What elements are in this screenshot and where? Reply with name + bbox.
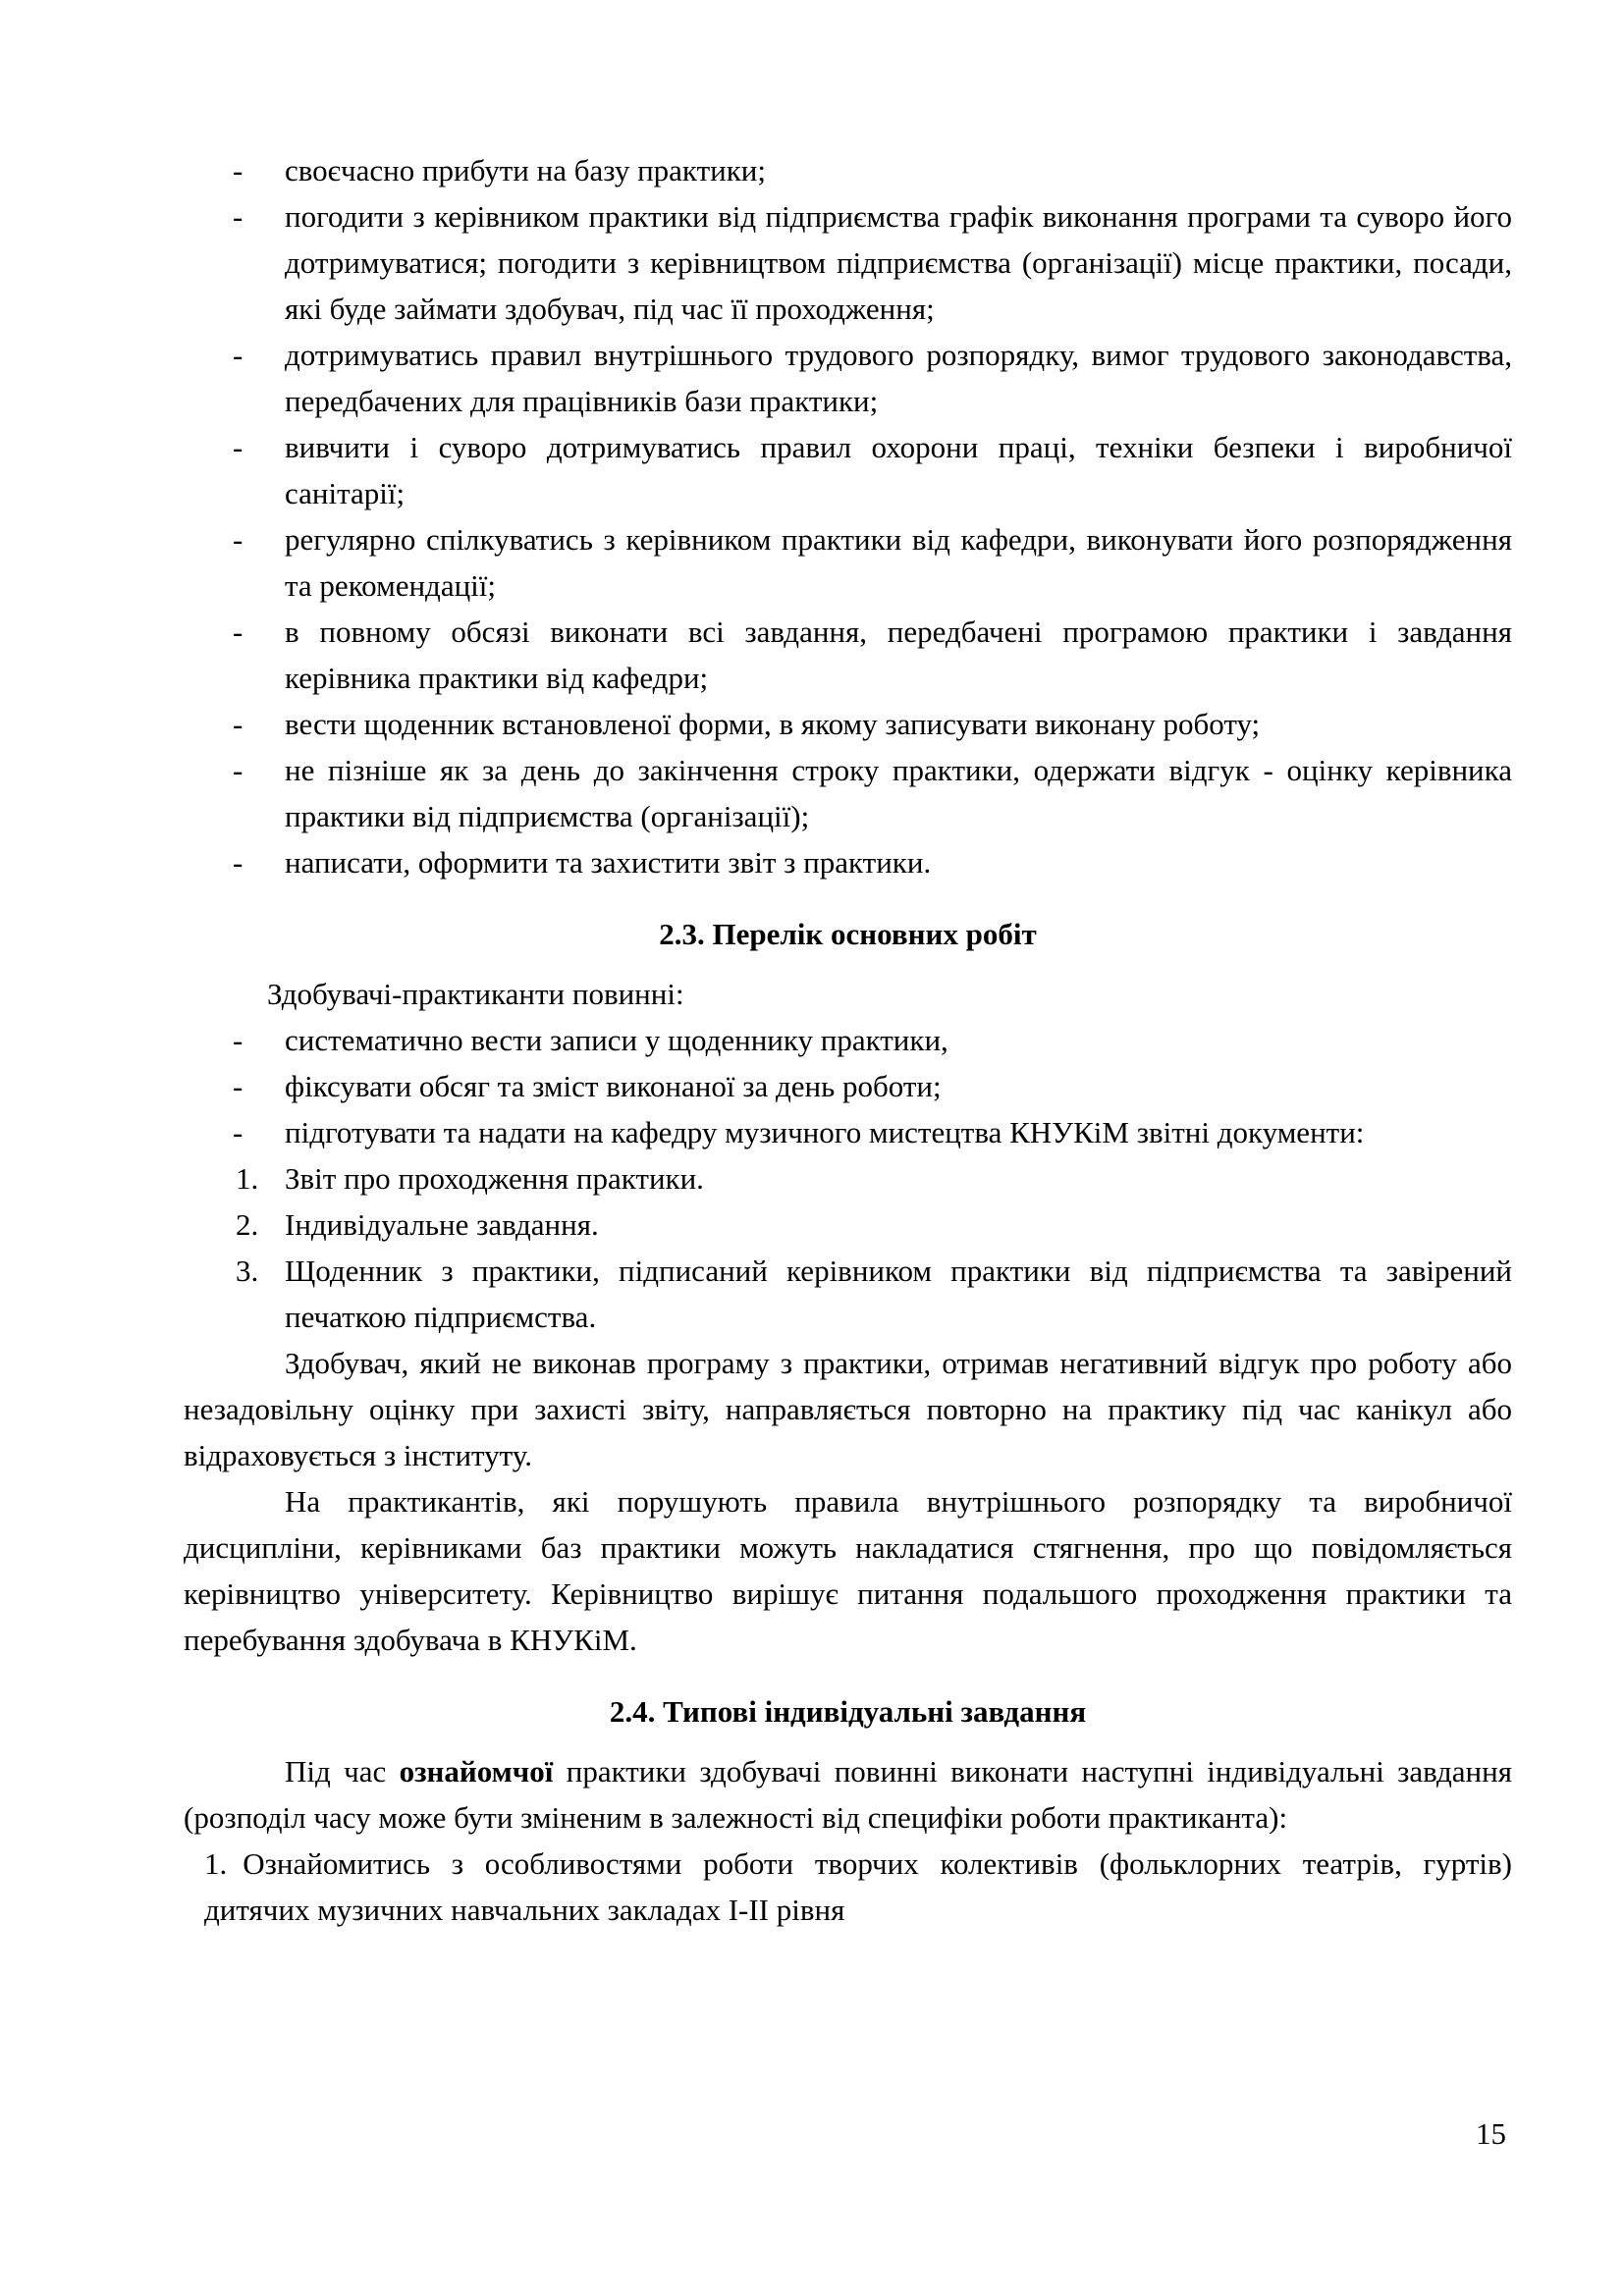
text-block: [184, 147, 1512, 1933]
list-item-text: в повному обсязі виконати всі завдання, передбачені програмою практики і завдання керівника практики від кафедри;: [285, 614, 1512, 695]
bullet-marker: -: [233, 614, 244, 649]
section-heading-2-4: 2.4. Типові індивідуальні завдання: [609, 1694, 1087, 1729]
paragraph-text: практики здобувачі повинні виконати наступні індивідуальні завдання (розподіл часу може бути зміненим в залежності від специфіки роботи практиканта):: [184, 1754, 1512, 1835]
bullet-marker: -: [233, 753, 244, 787]
paragraph-text: Під час: [285, 1754, 400, 1789]
list-number: 3.: [236, 1254, 259, 1288]
list-item: [184, 332, 1512, 424]
list-number: 1.: [204, 1846, 228, 1881]
list-item-text: не пізніше як за день до закінчення строку практики, одержати відгук - оцінку керівника практики від підприємства (організації);: [285, 753, 1512, 833]
numbered-item-text: Щоденник з практики, підписаний керівником практики від підприємства та завірений печаткою підприємства.: [285, 1254, 1512, 1334]
intro-paragraph: Здобувачі-практиканти повинні:: [267, 977, 684, 1011]
numbered-item: [184, 1201, 1512, 1248]
list-item-text: вивчити і суворо дотримуватись правил охорони праці, техніки безпеки і виробничої санітарії;: [285, 430, 1512, 510]
list-item-text: своєчасно прибути на базу практики;: [285, 153, 766, 187]
bullet-marker: -: [233, 1115, 244, 1149]
list-item: [184, 839, 1512, 885]
list-item: [184, 147, 1512, 193]
list-item: [184, 1063, 1512, 1109]
page-number: 15: [1476, 2116, 1506, 2151]
list-item-text: написати, оформити та захистити звіт з практики.: [285, 845, 932, 880]
bullet-marker: -: [233, 522, 244, 557]
list-item: [184, 747, 1512, 839]
bullet-marker: -: [233, 153, 244, 187]
list-item: [184, 516, 1512, 609]
list-number: 2.: [236, 1207, 259, 1242]
list-item-text: погодити з керівником практики від підприємства графік виконання програми та суворо його дотримуватися; погодити з керівництвом підприємства (організації) місце практики, посади, які буде займати здобувач, під час її проходження;: [285, 199, 1512, 326]
bullet-marker: -: [233, 199, 244, 234]
body-paragraph: Здобувач, який не виконав програму з практики, отримав негативний відгук про роботу або незадовільну оцінку при захисті звіту, направляється повторно на практику під час канікул або відраховується з інституту.: [184, 1346, 1512, 1472]
list-item-text: вести щоденник встановленої форми, в якому записувати виконану роботу;: [285, 707, 1261, 741]
list-item: [184, 701, 1512, 747]
bullet-marker: -: [233, 338, 244, 372]
numbered-item-text: Індивідуальне завдання.: [285, 1207, 599, 1242]
list-item-text: фіксувати обсяг та зміст виконаної за день роботи;: [285, 1069, 942, 1103]
list-number: 1.: [236, 1161, 259, 1196]
numbered-item: [184, 1841, 1512, 1933]
list-item-text: регулярно спілкуватись з керівником практики від кафедри, виконувати його розпорядження та рекомендації;: [285, 522, 1512, 603]
body-paragraph: [184, 1748, 1512, 1841]
bullet-marker: -: [233, 430, 244, 464]
list-item: [184, 1017, 1512, 1063]
list-item: [184, 1109, 1512, 1155]
bullet-marker: -: [233, 1069, 244, 1103]
list-item-text: дотримуватись правил внутрішнього трудового розпорядку, вимог трудового законодавства, передбачених для працівників бази практики;: [285, 338, 1512, 418]
list-item: [184, 424, 1512, 516]
numbered-item-text: Ознайомитись з особливостями роботи творчих колективів (фольклорних театрів, гуртів) дитячих музичних навчальних закладах І-ІІ рівня: [204, 1846, 1512, 1927]
body-paragraph: На практикантів, які порушують правила внутрішнього розпорядку та виробничої дисципліни, керівниками баз практики можуть накладатися стягнення, про що повідомляється керівництво університету. Керівництво вирішує питання подальшого проходження практики та перебування здобувача в КНУКіМ.: [184, 1484, 1512, 1657]
numbered-item: [184, 1155, 1512, 1201]
bullet-marker: -: [233, 845, 244, 880]
list-item: [184, 193, 1512, 332]
list-item: [184, 609, 1512, 701]
numbered-item-text: Звіт про проходження практики.: [285, 1161, 704, 1196]
list-item-text: підготувати та надати на кафедру музичного мистецтва КНУКіМ звітні документи:: [285, 1115, 1365, 1149]
bold-emphasis-text: ознайомчої: [399, 1754, 554, 1789]
section-heading-2-3: 2.3. Перелік основних робіт: [659, 917, 1037, 951]
bullet-marker: -: [233, 707, 244, 741]
list-item-text: систематично вести записи у щоденнику практики,: [285, 1023, 948, 1057]
bullet-marker: -: [233, 1023, 244, 1057]
numbered-item: [184, 1248, 1512, 1340]
